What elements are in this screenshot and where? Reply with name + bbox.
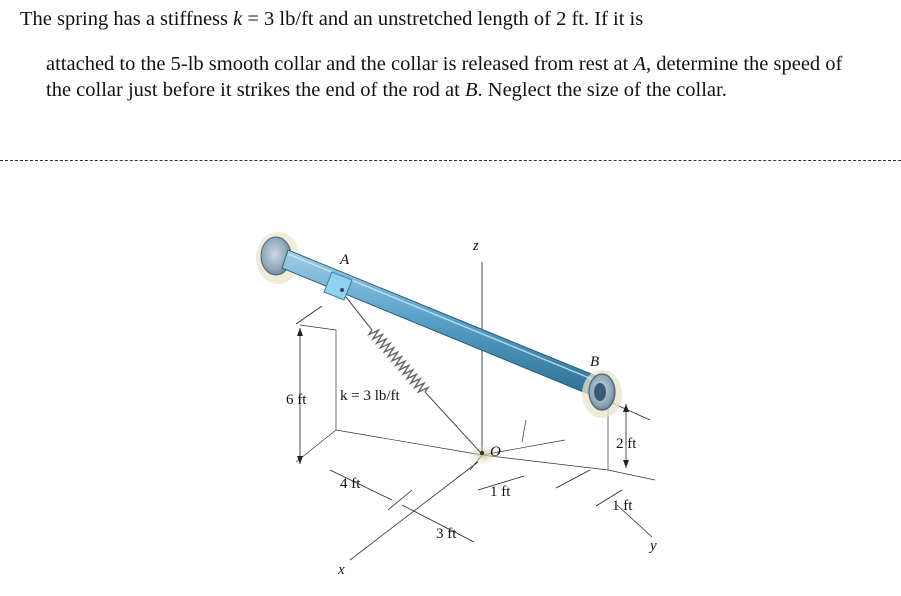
label-stiffness: k = 3 lb/ft xyxy=(340,388,400,404)
label-4ft: 4 ft xyxy=(340,476,361,492)
text-segment: The spring has a stiffness xyxy=(20,8,234,30)
text-segment: attached to the 5-lb smooth collar and the collar is released from rest at xyxy=(46,53,634,75)
right-wall-mount xyxy=(582,370,622,418)
label-1ft-right: 1 ft xyxy=(612,498,633,514)
rod xyxy=(282,250,606,398)
label-y: y xyxy=(650,538,657,554)
label-1ft-mid: 1 ft xyxy=(490,484,511,500)
math-variable: B xyxy=(464,79,478,101)
text-segment: , determine the speed of the collar just before it strikes the end of the rod at xyxy=(46,53,843,101)
label-2ft: 2 ft xyxy=(616,436,637,452)
dimension-6ft xyxy=(296,306,322,464)
y-axis xyxy=(610,402,652,537)
math-variable: k xyxy=(233,8,243,30)
math-variable: A xyxy=(633,53,646,75)
label-3ft: 3 ft xyxy=(436,526,457,542)
label-6ft: 6 ft xyxy=(286,392,307,408)
label-x: x xyxy=(338,562,345,578)
label-O: O xyxy=(490,444,501,460)
label-z: z xyxy=(473,238,479,254)
label-A: A xyxy=(340,252,350,268)
text-segment: = 3 lb/ft and an unstretched length of 2 ft. If it is xyxy=(242,8,644,30)
label-B: B xyxy=(590,354,600,370)
text-segment: . Neglect the size of the collar. xyxy=(477,79,727,101)
